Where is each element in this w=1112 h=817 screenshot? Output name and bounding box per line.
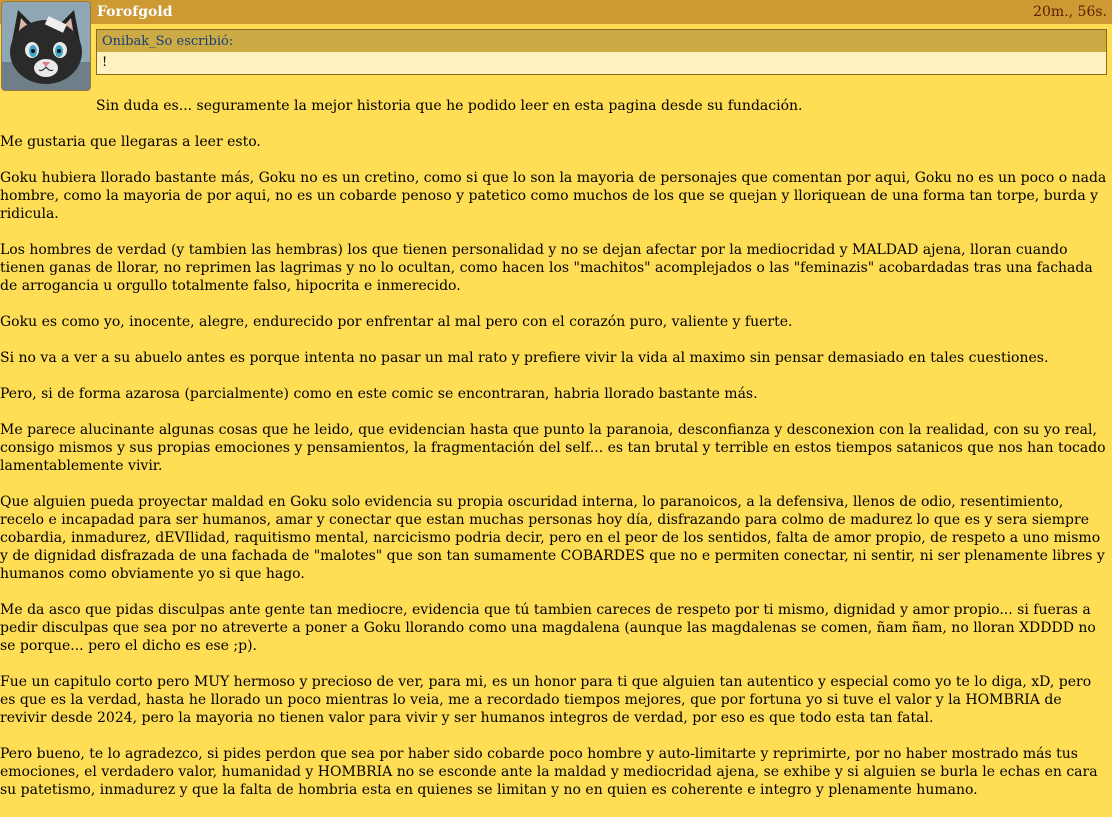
- post-body: [0, 97, 1108, 817]
- avatar-image: [2, 2, 90, 90]
- post-paragraph: Goku hubiera llorado bastante más, Goku no es un cretino, como si que lo son la mayoria de personajes que comentan por aqui, Goku no es un poco o nada hombre, como la mayoria de por aqui, no es un cobarde penoso y patetico como muchos de los que se quejan y lloriquean de una forma tan torpe, burda y ridicula.: [0, 170, 1107, 222]
- post-author-name[interactable]: Forofgold: [97, 4, 173, 20]
- post-paragraph: Sin duda es... seguramente la mejor historia que he podido leer en esta pagina desde su fundación.: [96, 98, 803, 114]
- post-paragraph: Que alguien pueda proyectar maldad en Goku solo evidencia su propia oscuridad interna, lo paranoicos, a la defensiva, llenos de odio, resentimiento, recelo e incapadad para ser humanos, amar y conectar que estan muchas personas hoy día, disfrazando para colmo de madurez lo que es y sera siempre cobardia, inmadurez, dEVIlidad, raquitismo mental, narcicismo podria decir, pero en el peor de los sentidos, falta de amor propio, de respeto a uno mismo y de dignidad disfrazada de una fachada de "malotes" que son tan sumamente COBARDES que no e permiten conectar, ni sentir, ni ser plenamente libres y humanos como obviamente yo si que hago.: [0, 494, 1105, 582]
- quoted-message: [96, 29, 1107, 75]
- quote-text: !: [102, 55, 108, 70]
- post-paragraph: Fue un capitulo corto pero MUY hermoso y precioso de ver, para mi, es un honor para ti que alguien tan autentico y especial como yo te lo diga, xD, pero es que es la verdad, hasta he llorado un poco mientras lo veia, me a recordado tiempos mejores, que por fortuna yo si tuve el valor y la HOMBRIA de revivir desde 2024, pero la mayoria no tienen valor para vivir y ser humanos integros de verdad, por eso es que todo esta tan fatal.: [0, 674, 1092, 726]
- post-paragraph: Si no va a ver a su abuelo antes es porque intenta no pasar un mal rato y prefiere vivir la vida al maximo sin pensar demasiado en tales cuestiones.: [0, 350, 1049, 366]
- post-paragraph: Me parece alucinante algunas cosas que he leido, que evidencian hasta que punto la paranoia, desconfianza y desconexion con la realidad, con su yo real, consigo mismos y sus propias emociones y pensamientos, la fragmentación del self... es tan brutal y terrible en estos tiempos satanicos que nos han tocado lamentablemente vivir.: [0, 422, 1106, 474]
- black-cat-avatar-icon[interactable]: [1, 1, 91, 91]
- post-timestamp: 20m., 56s.: [1033, 4, 1107, 20]
- post-paragraph: Los hombres de verdad (y tambien las hembras) los que tienen personalidad y no se dejan afectar por la mediocridad y MALDAD ajena, lloran cuando tienen ganas de llorar, no reprimen las lagrimas y no lo ocultan, como hacen los "machitos" acomplejados o las "feminazis" acobardadas tras una fachada de arrogancia u orgullo totalmente falso, hipocrita e inmerecido.: [0, 242, 1093, 294]
- post-paragraph: Me gustaria que llegaras a leer esto.: [0, 134, 261, 150]
- post-paragraph: Pero, si de forma azarosa (parcialmente) como en este comic se encontraran, habria llorado bastante más.: [0, 386, 758, 402]
- post-paragraph: Pero bueno, te lo agradezco, si pides perdon que sea por haber sido cobarde poco hombre y auto-limitarte y reprimirte, por no haber mostrado más tus emociones, el verdadero valor, humanidad y HOMBRIA no se esconde ante la maldad y mediocridad ajena, se exhibe y si alguien se burla le echas en cara su patetismo, inmadurez y que la falta de hombria esta en quienes se limitan y no en quien es coherente e integro y plenamente humano.: [0, 746, 1098, 798]
- post-header-bar: [0, 0, 1112, 24]
- quote-header: Onibak_So escribió:: [97, 30, 1106, 52]
- post-paragraph: Me da asco que pidas disculpas ante gente tan mediocre, evidencia que tú tambien careces de respeto por ti mismo, dignidad y amor propio... si fueras a pedir disculpas que sea por no atreverte a poner a Goku llorando como una magdalena (aunque las magdalenas se comen, ñam ñam, no lloran XDDDD no se porque... pero el dicho es ese ;p).: [0, 602, 1096, 654]
- post-paragraph: Goku es como yo, inocente, alegre, endurecido por enfrentar al mal pero con el corazón puro, valiente y fuerte.: [0, 314, 793, 330]
